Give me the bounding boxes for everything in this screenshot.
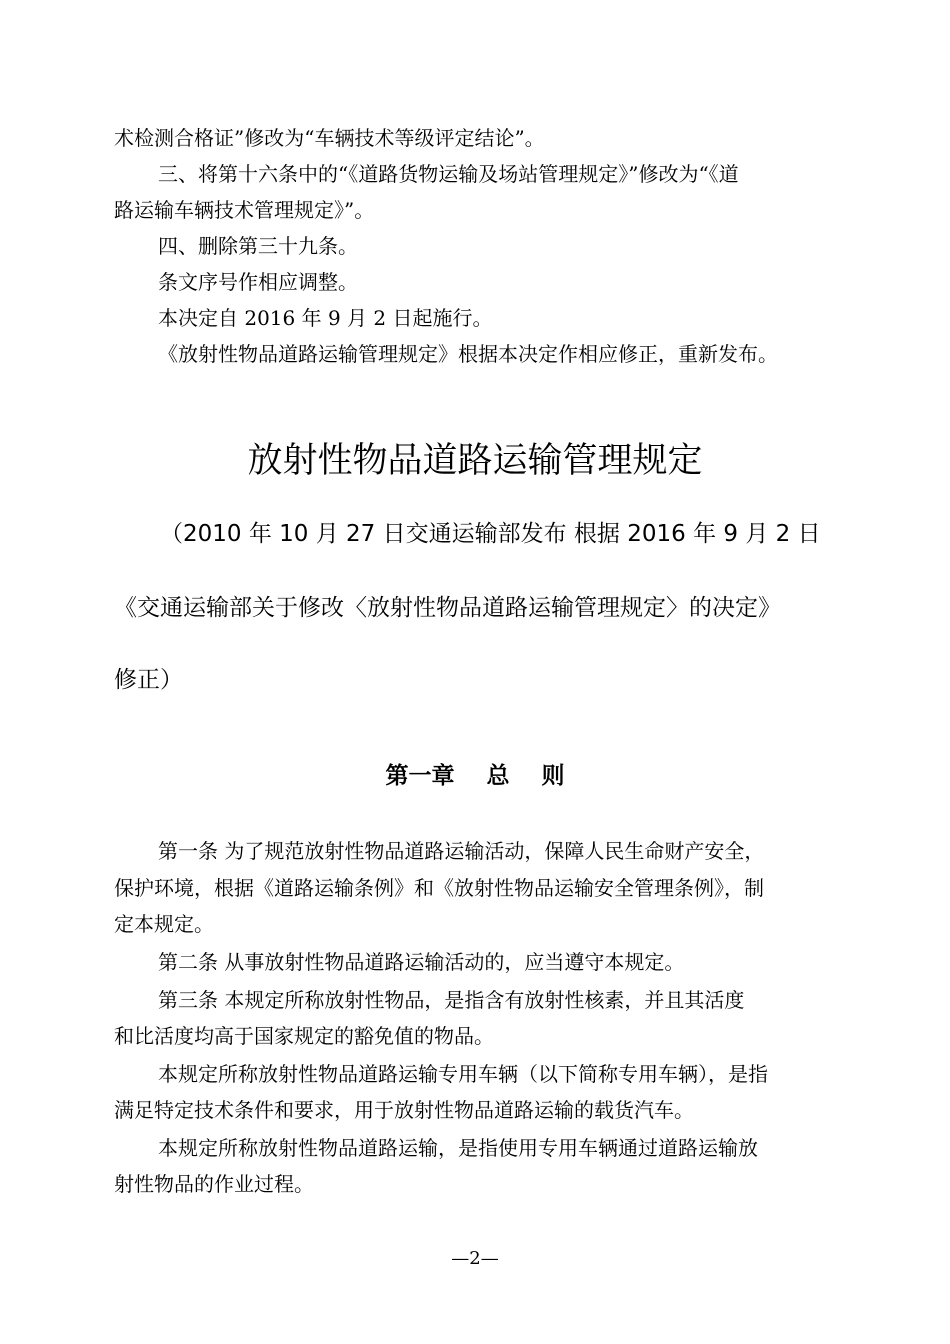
intro-line: 《放射性物品道路运输管理规定》根据本决定作相应修正，重新发布。 [158, 342, 778, 366]
regulation-subtitle-line: 修正） [114, 667, 183, 693]
regulation-subtitle-line: 《交通运输部关于修改〈放射性物品道路运输管理规定〉的决定》 [114, 595, 781, 621]
article-line: 第三条 本规定所称放射性物品，是指含有放射性核素，并且其活度 [158, 988, 745, 1012]
article-line: 本规定所称放射性物品道路运输，是指使用专用车辆通过道路运输放 [158, 1136, 758, 1160]
intro-line: 路运输车辆技术管理规定》”。 [114, 198, 375, 222]
intro-line: 三、将第十六条中的“《道路货物运输及场站管理规定》”修改为“《道 [158, 162, 739, 186]
article-line: 本规定所称放射性物品道路运输专用车辆（以下简称专用车辆），是指 [158, 1062, 768, 1086]
intro-line: 四、删除第三十九条。 [158, 234, 358, 258]
chapter-heading: 第一章 总 则 [385, 763, 565, 789]
article-line: 定本规定。 [114, 912, 214, 936]
intro-line: 本决定自 2016 年 9 月 2 日起施行。 [158, 306, 493, 330]
regulation-subtitle-line: （2010 年 10 月 27 日交通运输部发布 根据 2016 年 9 月 2 日 [160, 521, 821, 547]
article-line: 第一条 为了规范放射性物品道路运输活动，保障人民生命财产安全， [158, 839, 765, 863]
page-number: —2— [451, 1248, 499, 1269]
intro-line: 条文序号作相应调整。 [158, 270, 358, 294]
intro-line: 术检测合格证”修改为“车辆技术等级评定结论”。 [114, 126, 545, 150]
article-line: 满足特定技术条件和要求，用于放射性物品道路运输的载货汽车。 [114, 1098, 694, 1122]
regulation-title: 放射性物品道路运输管理规定 [247, 441, 703, 481]
article-line: 射性物品的作业过程。 [114, 1172, 314, 1196]
article-line: 保护环境，根据《道路运输条例》和《放射性物品运输安全管理条例》，制 [114, 876, 764, 900]
article-line: 第二条 从事放射性物品道路运输活动的，应当遵守本规定。 [158, 950, 685, 974]
article-line: 和比活度均高于国家规定的豁免值的物品。 [114, 1024, 494, 1048]
